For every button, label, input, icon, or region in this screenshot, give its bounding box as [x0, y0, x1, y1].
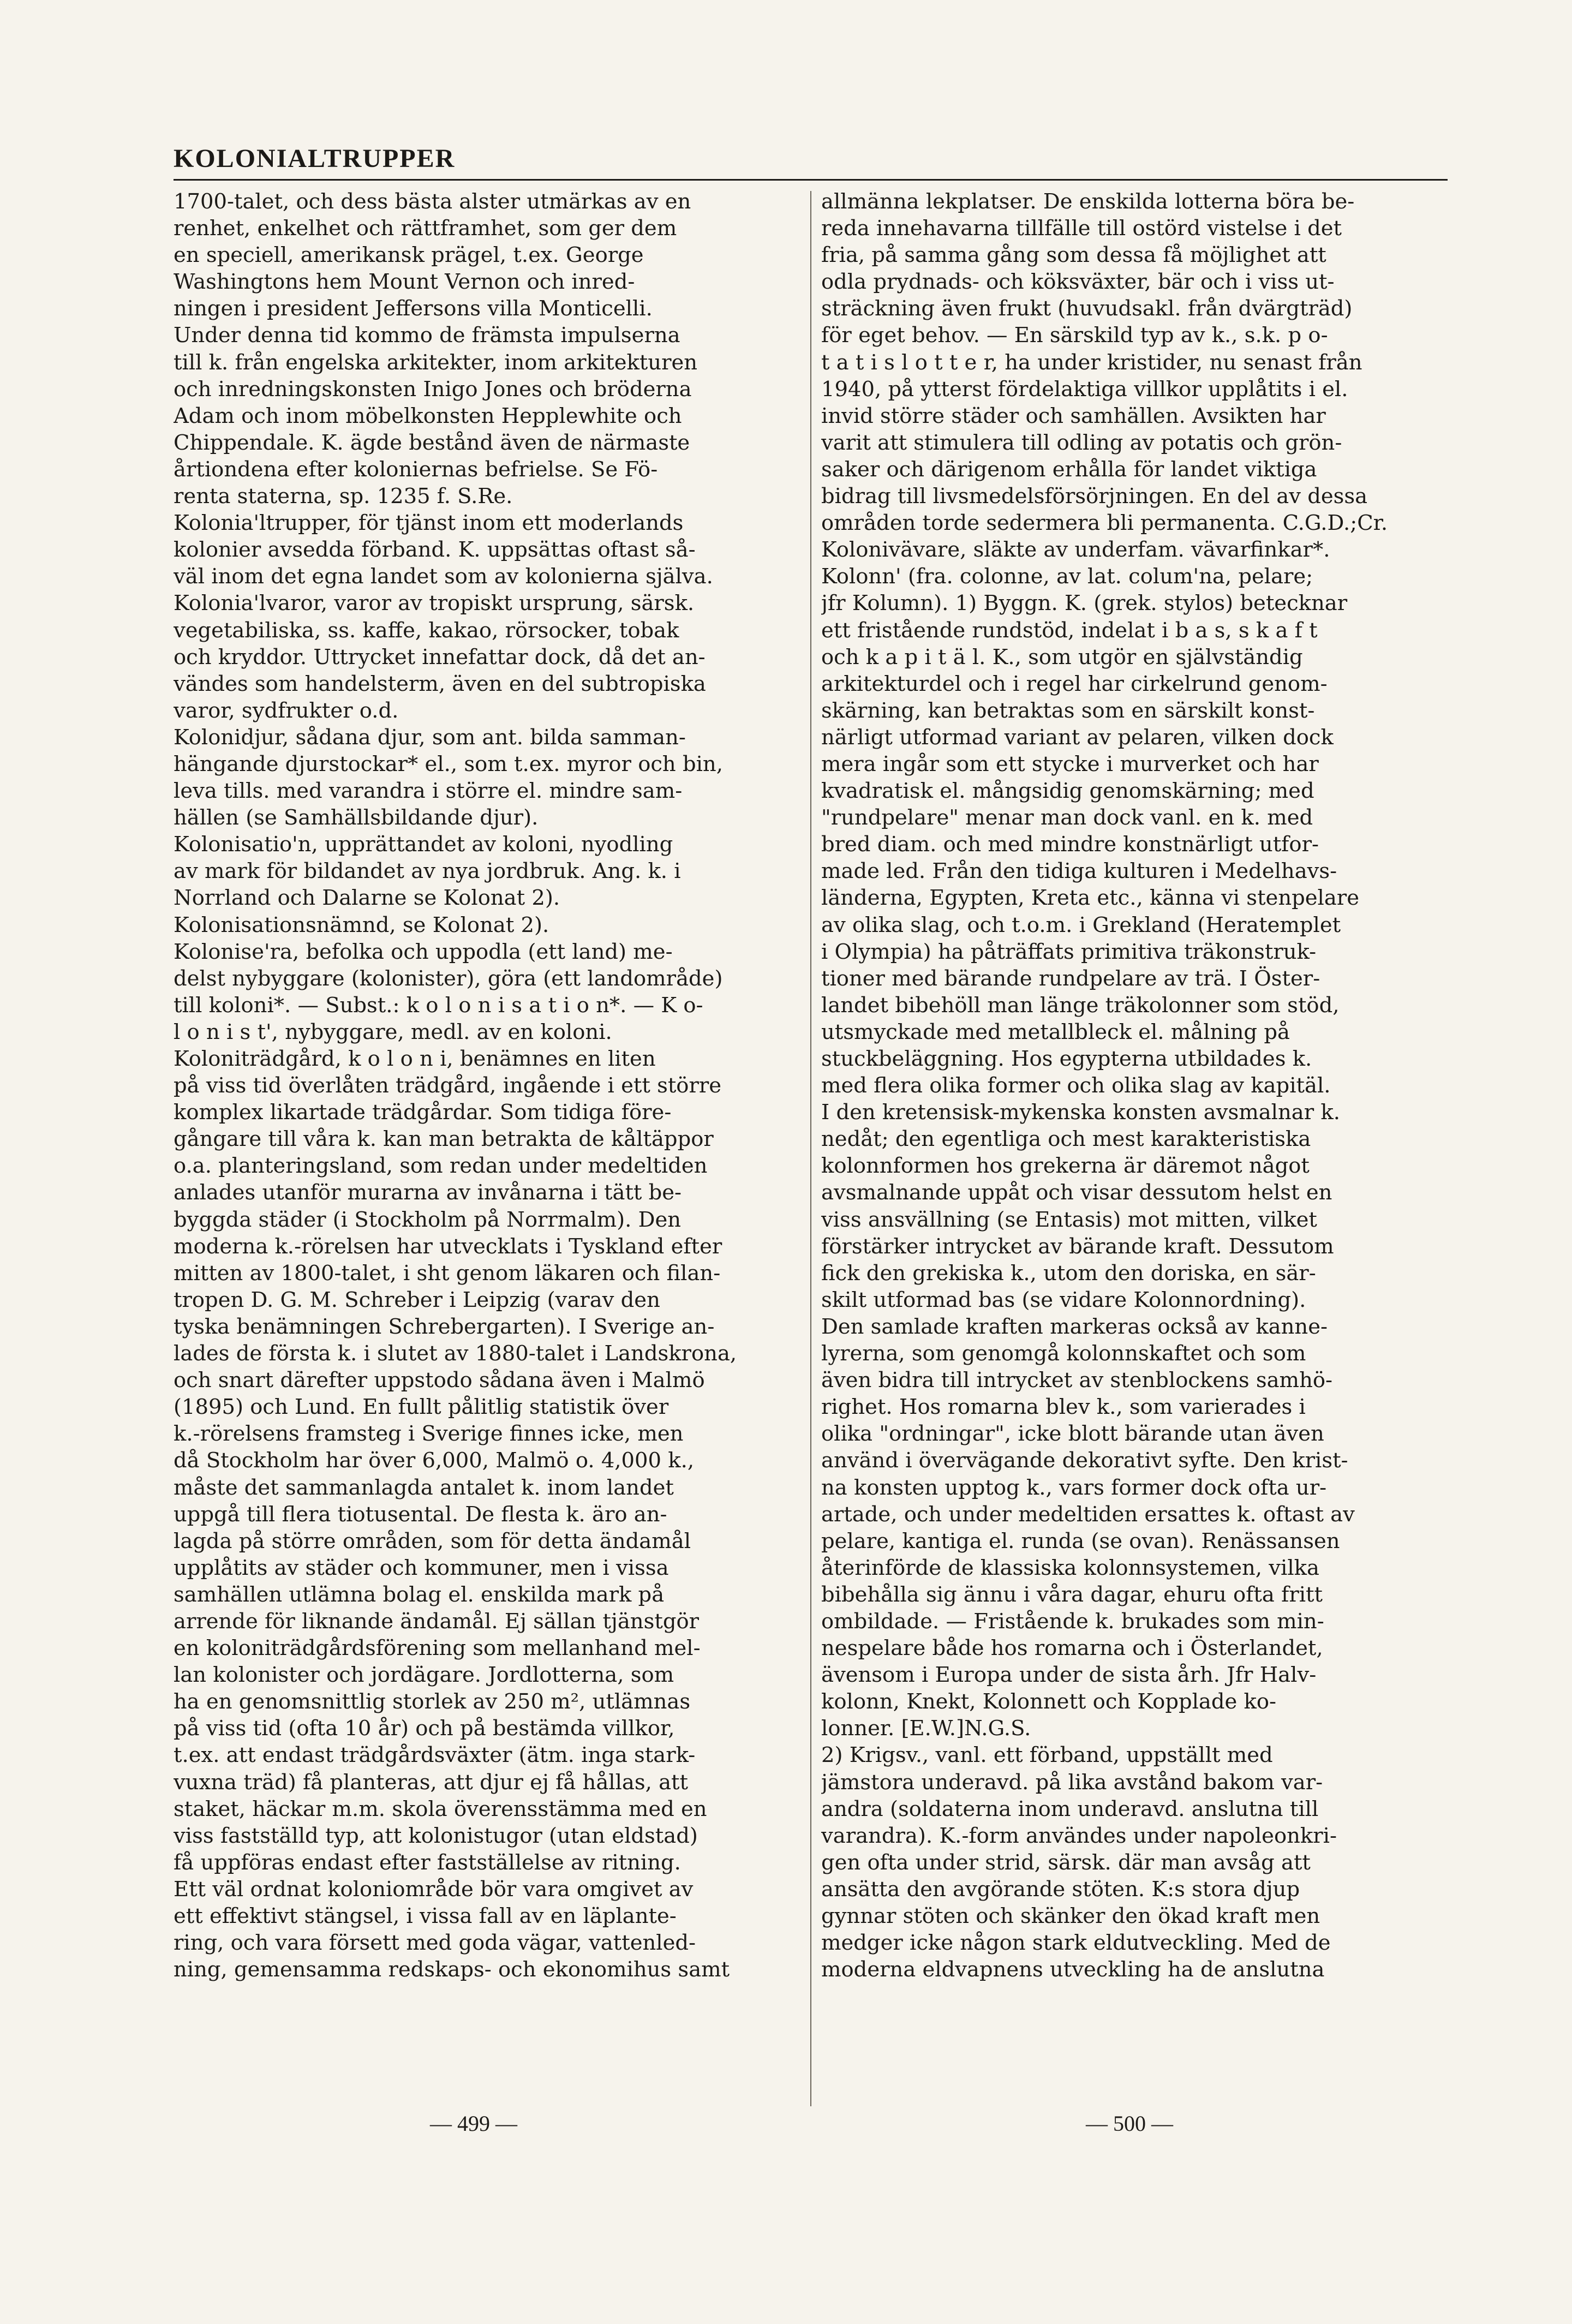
text-line: mera ingår som ett stycke i murverket och har: [821, 751, 1319, 776]
text-line: förstärker intrycket av bärande kraft. Dessutom: [821, 1234, 1334, 1259]
text-line: lonner. [E.W.]N.G.S.: [821, 1716, 1031, 1741]
text-line: righet. Hos romarna blev k., som varierades i: [821, 1395, 1306, 1420]
text-line: moderna eldvapnens utveckling ha de anslutna: [821, 1957, 1325, 1982]
text-line: använd i övervägande dekorativt syfte. Den krist-: [821, 1448, 1348, 1473]
text-line: nedåt; den egentliga och mest karakteristiska: [821, 1127, 1311, 1152]
right-text-column: [821, 188, 1448, 1983]
text-line: varit att stimulera till odling av potatis och grön-: [821, 430, 1342, 455]
text-line: gynnar stöten och skänker den ökad kraft men: [821, 1904, 1320, 1928]
text-line: samhällen utlämna bolag el. enskilda mark på: [174, 1582, 665, 1607]
text-line: andra (soldaterna inom underavd. anslutna till: [821, 1796, 1319, 1821]
text-line: Kolonia'ltrupper, för tjänst inom ett moderlands: [174, 511, 684, 536]
text-line: moderna k.-rörelsen har utvecklats i Tyskland efter: [174, 1234, 722, 1259]
text-line: mitten av 1800-talet, i sht genom läkaren och filan-: [174, 1260, 721, 1286]
text-line: återinförde de klassiska kolonnsystemen, vilka: [821, 1555, 1319, 1580]
text-line: av mark för bildandet av nya jordbruk. Ang. k. i: [174, 859, 681, 884]
text-line: Kolonia'lvaror, varor av tropiskt ursprung, särsk.: [174, 591, 695, 616]
text-line: till k. från engelska arkitekter, inom arkitekturen: [174, 350, 698, 375]
text-line: skärning, kan betraktas som en särskilt konst-: [821, 698, 1315, 723]
text-line: hängande djurstockar* el., som t.ex. myror och bin,: [174, 751, 723, 776]
text-line: (1895) och Lund. En fullt pålitlig statistik över: [174, 1395, 669, 1420]
text-line: l o n i s t', nybyggare, medl. av en koloni.: [174, 1019, 612, 1044]
text-line: lyrerna, som genomgå kolonnskaftet och som: [821, 1341, 1306, 1366]
text-line: Ett väl ordnat koloniområde bör vara omgivet av: [174, 1877, 694, 1902]
text-line: 2) Krigsv., vanl. ett förband, uppställt med: [821, 1743, 1273, 1768]
text-line: utsmyckade med metallbleck el. målning på: [821, 1019, 1290, 1044]
text-line: renta staterna, sp. 1235 f. S.Re.: [174, 484, 513, 509]
text-line: viss fastställd typ, att kolonistugor (utan eldstad): [174, 1823, 698, 1848]
text-line: på viss tid (ofta 10 år) och på bestämda villkor,: [174, 1716, 675, 1741]
text-line: Washingtons hem Mount Vernon och inred-: [174, 270, 635, 295]
text-line: ävensom i Europa under de sista årh. Jfr Halv-: [821, 1663, 1317, 1688]
text-line: 1700-talet, och dess bästa alster utmärkas av en: [174, 189, 691, 214]
text-line: lagda på större områden, som för detta ändamål: [174, 1528, 691, 1554]
left-text-column: [174, 188, 800, 1983]
text-line: landet bibehöll man länge träkolonner som stöd,: [821, 993, 1340, 1018]
header-rule: [174, 179, 1448, 181]
text-line: Kolonisationsnämnd, se Kolonat 2).: [174, 912, 549, 937]
text-line: uppgå till flera tiotusental. De flesta k. äro an-: [174, 1502, 667, 1527]
text-line: tioner med bärande rundpelare av trä. I Öster-: [821, 966, 1320, 991]
text-line: I den kretensisk-mykenska konsten avsmalnar k.: [821, 1100, 1340, 1125]
text-line: olika "ordningar", icke blott bärande utan även: [821, 1421, 1324, 1447]
text-line: Kolonidjur, sådana djur, som ant. bilda samman-: [174, 725, 686, 750]
text-line: leva tills. med varandra i större el. mindre sam-: [174, 779, 683, 804]
text-line: lades de första k. i slutet av 1880-talet i Landskrona,: [174, 1341, 737, 1366]
text-line: ansätta den avgörande stöten. K:s stora djup: [821, 1877, 1300, 1902]
text-line: arkitekturdel och i regel har cirkelrund genom-: [821, 671, 1328, 696]
text-line: hällen (se Samhällsbildande djur).: [174, 805, 539, 831]
text-line: kolonier avsedda förband. K. uppsättas oftast så-: [174, 537, 696, 563]
text-line: sträckning även frukt (huvudsakl. från dvärgträd): [821, 296, 1353, 321]
text-line: nespelare både hos romarna och i Österlandet,: [821, 1636, 1323, 1661]
header-title: KOLONIALTRUPPER: [174, 144, 456, 173]
text-line: t a t i s l o t t e r, ha under kristider, nu senast från: [821, 350, 1362, 375]
text-line: varandra). K.-form användes under napoleonkri-: [821, 1823, 1337, 1848]
text-line: och kryddor. Uttrycket innefattar dock, då det an-: [174, 644, 706, 670]
running-header: [174, 143, 1448, 181]
text-line: arrende för liknande ändamål. Ej sällan tjänstgör: [174, 1609, 700, 1634]
text-line: till koloni*. — Subst.: k o l o n i s a t i o n*. — K o-: [174, 993, 703, 1018]
text-line: länderna, Egypten, Kreta etc., känna vi stenpelare: [821, 886, 1359, 911]
text-line: för eget behov. — En särskild typ av k., s.k. p o-: [821, 323, 1328, 348]
text-line: bidrag till livsmedelsförsörjningen. En del av dessa: [821, 484, 1368, 509]
text-line: kvadratisk el. mångsidig genomskärning; med: [821, 779, 1314, 804]
text-line: pelare, kantiga el. runda (se ovan). Renässansen: [821, 1528, 1340, 1554]
text-line: upplåtits av städer och kommuner, men i vissa: [174, 1555, 669, 1580]
text-line: fick den grekiska k., utom den doriska, en sär-: [821, 1260, 1316, 1286]
text-line: årtiondena efter koloniernas befrielse. Se Fö-: [174, 457, 658, 482]
text-line: tropen D. G. M. Schreber i Leipzig (varav den: [174, 1287, 660, 1312]
text-line: då Stockholm har över 6,000, Malmö o. 4,000 k.,: [174, 1448, 695, 1473]
text-line: staket, häckar m.m. skola överensstämma med en: [174, 1796, 707, 1821]
text-line: med flera olika former och olika slag av kapitäl.: [821, 1073, 1331, 1098]
text-line: Kolonise'ra, befolka och uppodla (ett land) me-: [174, 939, 673, 964]
text-line: vuxna träd) få planteras, att djur ej få hållas, att: [174, 1770, 688, 1795]
text-line: vegetabiliska, ss. kaffe, kakao, rörsocker, tobak: [174, 618, 679, 643]
text-line: Koloniträdgård, k o l o n i, benämnes en liten: [174, 1047, 656, 1071]
text-line: gångare till våra k. kan man betrakta de kåltäppor: [174, 1127, 714, 1152]
text-line: väl inom det egna landet som av kolonierna själva.: [174, 564, 713, 589]
text-line: en koloniträdgårdsförening som mellanhand mel-: [174, 1636, 701, 1661]
text-line: områden torde sedermera bli permanenta. C.G.D.;Cr.: [821, 511, 1388, 536]
text-line: ett fristående rundstöd, indelat i b a s, s k a f t: [821, 618, 1318, 643]
text-line: gen ofta under strid, särsk. där man avsåg att: [821, 1850, 1311, 1875]
text-line: på viss tid överlåten trädgård, ingående i ett större: [174, 1073, 722, 1098]
text-line: Kolonisatio'n, upprättandet av koloni, nyodling: [174, 832, 673, 857]
column-divider: [810, 191, 811, 2106]
text-line: artade, och under medeltiden ersattes k. oftast av: [821, 1502, 1355, 1527]
text-line: 1940, på ytterst fördelaktiga villkor upplåtits i el.: [821, 377, 1348, 402]
text-line: ombildade. — Fristående k. brukades som min-: [821, 1609, 1324, 1634]
text-line: t.ex. att endast trädgårdsväxter (ätm. inga stark-: [174, 1743, 696, 1768]
text-line: Den samlade kraften markeras också av kanne-: [821, 1314, 1328, 1339]
text-line: allmänna lekplatser. De enskilda lotterna böra be-: [821, 189, 1355, 214]
text-line: medger icke någon stark eldutveckling. Med de: [821, 1931, 1331, 1956]
page-number-left: — 499 —: [430, 2111, 517, 2136]
text-line: Under denna tid kommo de främsta impulserna: [174, 323, 680, 348]
text-line: saker och därigenom erhålla för landet viktiga: [821, 457, 1317, 482]
text-line: bibehålla sig ännu i våra dagar, ehuru ofta fritt: [821, 1582, 1323, 1607]
text-line: kolonn, Knekt, Kolonnett och Kopplade ko-: [821, 1689, 1277, 1714]
text-line: stuckbeläggning. Hos egypterna utbildades k.: [821, 1047, 1312, 1071]
text-line: Chippendale. K. ägde bestånd även de närmaste: [174, 430, 690, 455]
text-line: renhet, enkelhet och rättframhet, som ger dem: [174, 216, 677, 241]
text-line: även bidra till intrycket av stenblockens samhö-: [821, 1368, 1333, 1393]
text-line: tyska benämningen Schrebergarten). I Sverige an-: [174, 1314, 715, 1339]
text-line: anlades utanför murarna av invånarna i tätt be-: [174, 1180, 682, 1205]
text-line: ningen i president Jeffersons villa Monticelli.: [174, 296, 653, 321]
text-line: na konsten upptog k., vars former dock ofta ur-: [821, 1475, 1327, 1500]
text-line: måste det sammanlagda antalet k. inom landet: [174, 1475, 674, 1500]
text-line: bred diam. och med mindre konstnärligt utfor-: [821, 832, 1319, 857]
text-line: ett effektivt stängsel, i vissa fall av en läplante-: [174, 1904, 677, 1928]
text-line: ning, gemensamma redskaps- och ekonomihus samt: [174, 1957, 730, 1982]
text-line: reda innehavarna tillfälle till ostörd vistelse i det: [821, 216, 1342, 241]
text-line: jfr Kolumn). 1) Byggn. K. (grek. stylos) betecknar: [821, 591, 1348, 616]
text-line: avsmalnande uppåt och visar dessutom helst en: [821, 1180, 1332, 1205]
text-line: invid större städer och samhällen. Avsikten har: [821, 403, 1326, 428]
text-line: och inredningskonsten Inigo Jones och bröderna: [174, 377, 692, 402]
text-line: ring, och vara försett med goda vägar, vattenled-: [174, 1931, 696, 1956]
text-line: o.a. planteringsland, som redan under medeltiden: [174, 1154, 708, 1179]
text-line: viss ansvällning (se Entasis) mot mitten, vilket: [821, 1207, 1317, 1232]
text-line: få uppföras endast efter fastställelse av ritning.: [174, 1850, 681, 1875]
text-line: Norrland och Dalarne se Kolonat 2).: [174, 886, 560, 911]
text-line: lan kolonister och jordägare. Jordlotterna, som: [174, 1663, 674, 1688]
text-line: fria, på samma gång som dessa få möjlighet att: [821, 243, 1326, 268]
text-line: odla prydnads- och köksväxter, bär och i viss ut-: [821, 270, 1335, 295]
page-number-right: — 500 —: [1086, 2111, 1173, 2136]
text-line: av olika slag, och t.o.m. i Grekland (Heratemplet: [821, 912, 1341, 937]
text-line: Adam och inom möbelkonsten Hepplewhite och: [174, 403, 682, 428]
text-line: varor, sydfrukter o.d.: [174, 698, 399, 723]
text-line: och k a p i t ä l. K., som utgör en självständig: [821, 644, 1303, 670]
text-line: i Olympia) ha påträffats primitiva träkonstruk-: [821, 939, 1317, 964]
text-line: made led. Från den tidiga kulturen i Medelhavs-: [821, 859, 1337, 884]
text-line: komplex likartade trädgårdar. Som tidiga före-: [174, 1100, 672, 1125]
text-line: delst nybyggare (kolonister), göra (ett landområde): [174, 966, 723, 991]
text-line: k.-rörelsens framsteg i Sverige finnes icke, men: [174, 1421, 684, 1447]
text-line: en speciell, amerikansk prägel, t.ex. George: [174, 243, 644, 268]
text-line: vändes som handelsterm, även en del subtropiska: [174, 671, 706, 696]
text-line: Kolonivävare, släkte av underfam. vävarfinkar*.: [821, 537, 1330, 563]
text-line: närligt utformad variant av pelaren, vilken dock: [821, 725, 1334, 750]
text-line: byggda städer (i Stockholm på Norrmalm). Den: [174, 1207, 682, 1232]
text-line: ha en genomsnittlig storlek av 250 m², utlämnas: [174, 1689, 691, 1714]
text-line: jämstora underavd. på lika avstånd bakom var-: [821, 1770, 1323, 1795]
text-line: och snart därefter uppstodo sådana även i Malmö: [174, 1368, 705, 1393]
text-line: kolonnformen hos grekerna är däremot något: [821, 1154, 1310, 1179]
text-line: skilt utformad bas (se vidare Kolonnordning).: [821, 1287, 1306, 1312]
text-line: "rundpelare" menar man dock vanl. en k. med: [821, 805, 1313, 831]
text-line: Kolonn' (fra. colonne, av lat. colum'na, pelare;: [821, 564, 1313, 589]
